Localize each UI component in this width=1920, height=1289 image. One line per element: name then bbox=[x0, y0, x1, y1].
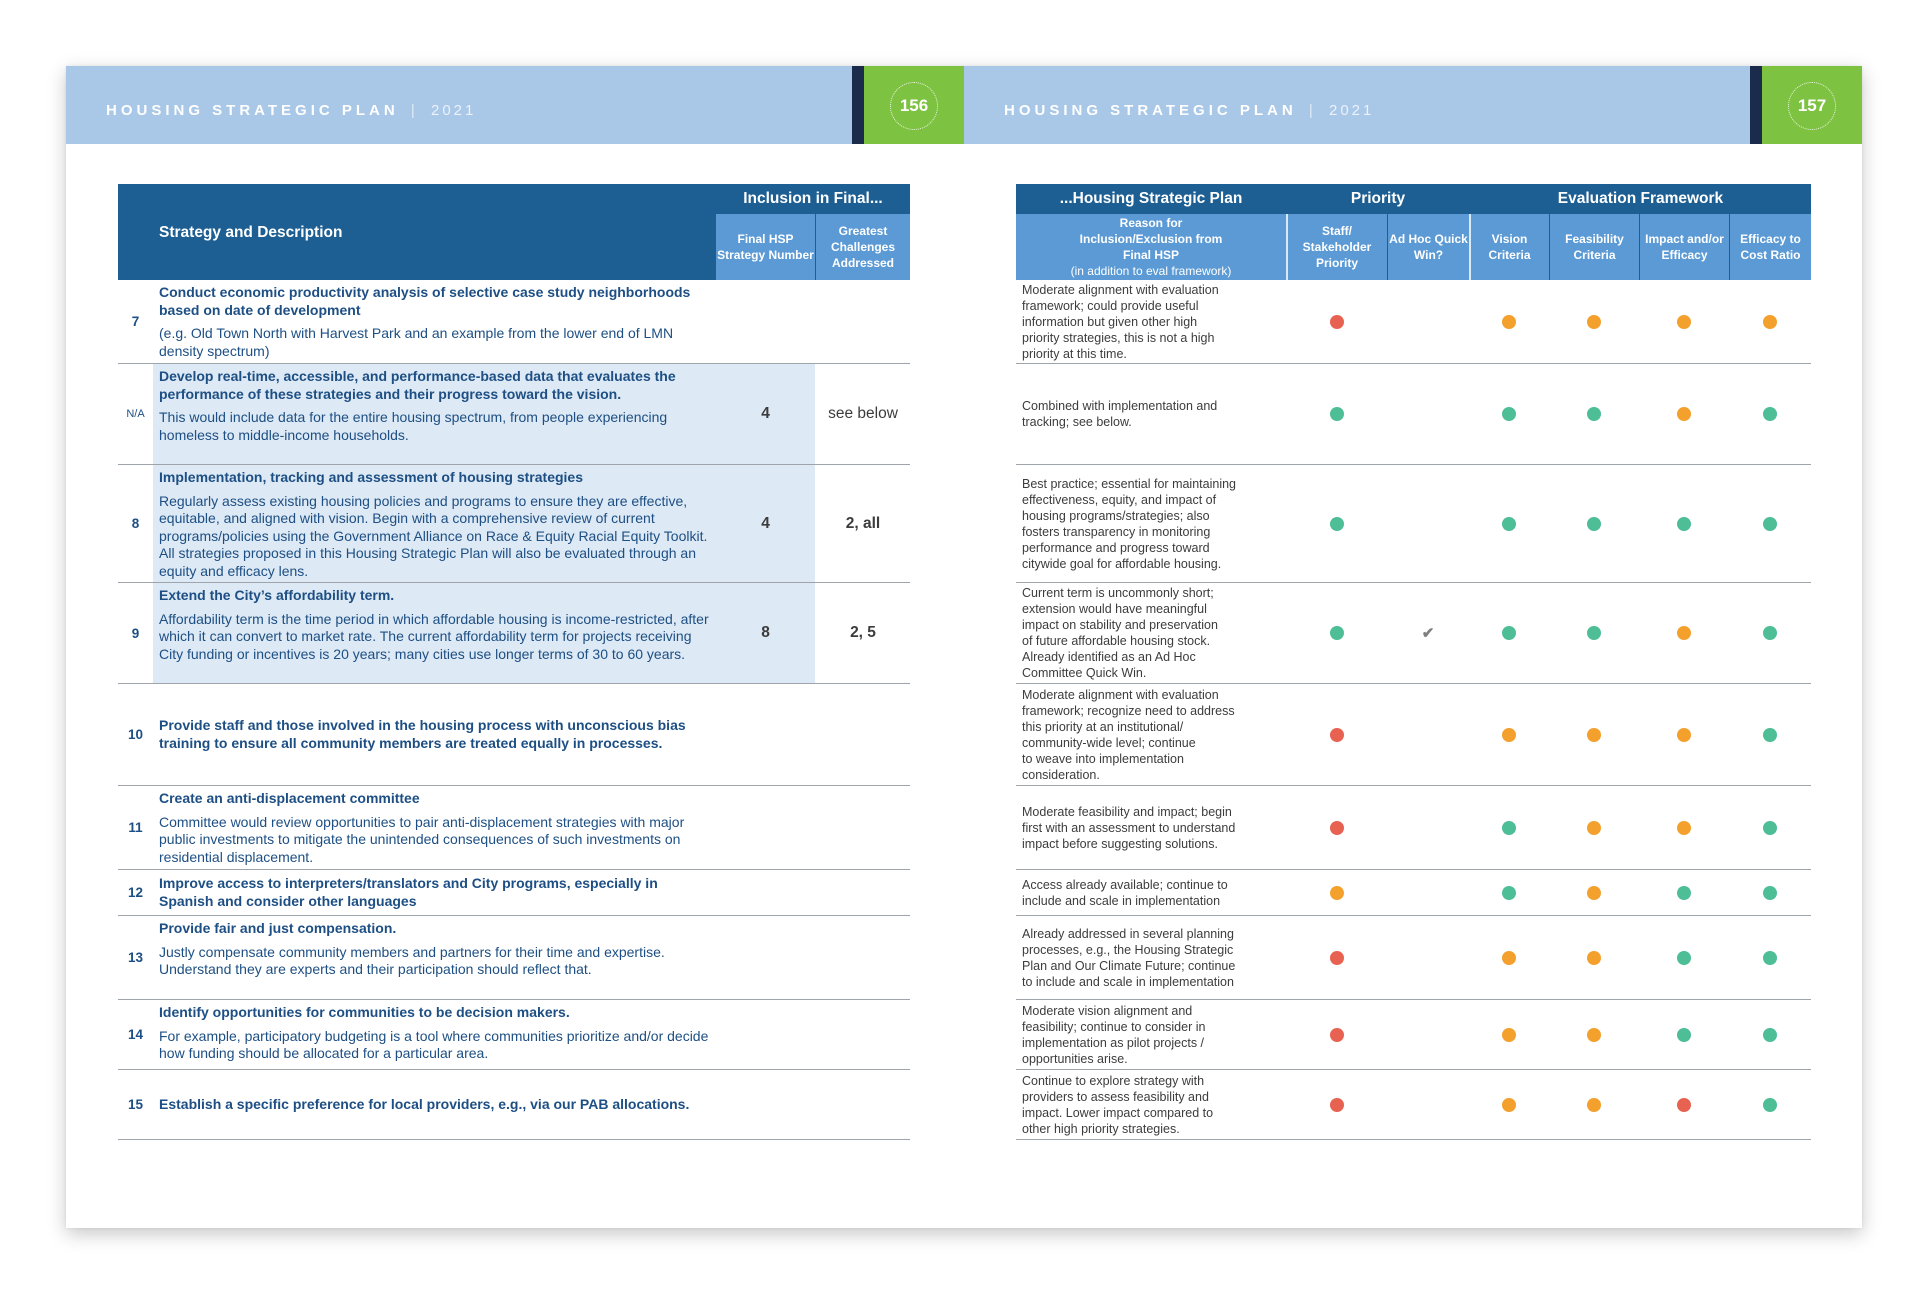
red-rating-dot-icon bbox=[1330, 1028, 1344, 1042]
row-title: Create an anti-displacement committee bbox=[159, 790, 420, 806]
staff-cell bbox=[1317, 465, 1357, 582]
final-number bbox=[716, 1000, 815, 1069]
orange-rating-dot-icon bbox=[1502, 951, 1516, 965]
page-header bbox=[66, 66, 964, 144]
challenges: 2, all bbox=[845, 514, 881, 532]
green-rating-dot-icon bbox=[1330, 517, 1344, 531]
vision-cell bbox=[1489, 364, 1529, 464]
green-rating-dot-icon bbox=[1587, 626, 1601, 640]
row-title: Provide staff and those involved in the housing process with unconscious bias training to ensure all community members are treated equally in processes. bbox=[159, 717, 686, 751]
strategy-row bbox=[118, 364, 910, 465]
impact-header: Impact and/or Efficacy bbox=[1640, 214, 1729, 280]
row-description bbox=[153, 870, 716, 915]
reason-text: Moderate vision alignment and feasibility; continue to consider in implementation as pilot projects / opportunities arise. bbox=[1022, 1003, 1206, 1066]
header-accent-strip bbox=[1750, 66, 1762, 144]
red-rating-dot-icon bbox=[1330, 315, 1344, 329]
efficacy-header: Efficacy to Cost Ratio bbox=[1730, 214, 1811, 280]
feas-cell bbox=[1574, 1000, 1614, 1069]
challenges bbox=[816, 786, 910, 869]
row-number: 12 bbox=[127, 885, 144, 900]
row-description bbox=[153, 786, 716, 869]
staff-cell bbox=[1317, 870, 1357, 915]
row-detail: Regularly assess existing housing policies and programs to ensure they are effective, equitable, and aligned with vision. Begin with a comprehensive review of current programs/policies using the Government Alliance on Race & Equity Racial Equity Toolkit. All strategies proposed in this Housing Strategic Plan will also be evaluated through an equity and efficacy lens. bbox=[159, 492, 708, 579]
strategy-table-header bbox=[118, 184, 910, 280]
green-rating-dot-icon bbox=[1677, 1028, 1691, 1042]
adhoc-cell bbox=[1408, 684, 1448, 785]
header-year: 2021 bbox=[430, 102, 477, 119]
row-title: Provide fair and just compensation. bbox=[159, 920, 397, 936]
final-number: 4 bbox=[716, 364, 815, 464]
green-rating-dot-icon bbox=[1763, 626, 1777, 640]
efficacy-cell bbox=[1750, 786, 1790, 869]
green-rating-dot-icon bbox=[1763, 728, 1777, 742]
row-detail: This would include data for the entire housing spectrum, from people experiencing homeless to middle-income households. bbox=[159, 409, 668, 443]
row-description bbox=[153, 916, 716, 999]
evaluation-table-body bbox=[1016, 280, 1811, 1140]
row-description bbox=[153, 465, 716, 582]
adhoc-cell bbox=[1408, 786, 1448, 869]
row-number: 7 bbox=[131, 314, 140, 329]
green-rating-dot-icon bbox=[1502, 517, 1516, 531]
strategy-row bbox=[118, 1070, 910, 1140]
adhoc-cell bbox=[1408, 1070, 1448, 1139]
row-description bbox=[153, 583, 716, 683]
feas-cell bbox=[1574, 280, 1614, 363]
green-rating-dot-icon bbox=[1330, 407, 1344, 421]
page-number-tab bbox=[864, 66, 964, 144]
row-number: N/A bbox=[126, 408, 145, 420]
adhoc-cell bbox=[1408, 870, 1448, 915]
row-number: 15 bbox=[127, 1097, 144, 1112]
strategy-row bbox=[118, 280, 910, 364]
challenges bbox=[816, 684, 910, 785]
evaluation-row bbox=[1016, 870, 1811, 916]
row-detail: Affordability term is the time period in which affordable housing is income-restricted, after which it can convert to market rate. The current affordability term for projects receiving City funding or incentives is 20 years; many cities use longer terms of 30 to 60 years. bbox=[159, 610, 709, 662]
evaluation-table bbox=[1016, 184, 1811, 1140]
evaluation-group-header: Evaluation Framework bbox=[1557, 190, 1724, 207]
page-number: 157 bbox=[1788, 82, 1836, 130]
row-number: 11 bbox=[128, 820, 143, 835]
evaluation-table-header bbox=[1016, 184, 1811, 280]
impact-cell bbox=[1664, 583, 1704, 683]
feas-cell bbox=[1574, 364, 1614, 464]
green-rating-dot-icon bbox=[1330, 626, 1344, 640]
right-page bbox=[964, 66, 1862, 1228]
red-rating-dot-icon bbox=[1677, 1098, 1691, 1112]
challenges bbox=[816, 280, 910, 363]
efficacy-cell bbox=[1750, 870, 1790, 915]
orange-rating-dot-icon bbox=[1677, 626, 1691, 640]
row-description bbox=[153, 1000, 716, 1069]
orange-rating-dot-icon bbox=[1587, 951, 1601, 965]
staff-cell bbox=[1317, 1070, 1357, 1139]
green-rating-dot-icon bbox=[1677, 951, 1691, 965]
strategy-row bbox=[118, 916, 910, 1000]
row-description bbox=[153, 364, 716, 464]
impact-cell bbox=[1664, 280, 1704, 363]
orange-rating-dot-icon bbox=[1330, 886, 1344, 900]
strategy-row bbox=[118, 1000, 910, 1070]
adhoc-cell bbox=[1408, 583, 1448, 683]
evaluation-row bbox=[1016, 280, 1811, 364]
reason-text: Moderate feasibility and impact; begin first with an assessment to understand impact before suggesting solutions. bbox=[1022, 804, 1236, 851]
row-detail: Justly compensate community members and partners for their time and expertise. Understand they are experts and their participation should reflect that. bbox=[159, 943, 665, 977]
final-number bbox=[716, 786, 815, 869]
adhoc-header: Ad Hoc Quick Win? bbox=[1388, 214, 1469, 280]
evaluation-row bbox=[1016, 684, 1811, 786]
impact-cell bbox=[1664, 465, 1704, 582]
orange-rating-dot-icon bbox=[1677, 315, 1691, 329]
orange-rating-dot-icon bbox=[1677, 821, 1691, 835]
reason-text: Already addressed in several planning processes, e.g., the Housing Strategic Plan and Our Climate Future; continue to include and scale in implementation bbox=[1022, 926, 1236, 989]
challenges: see below bbox=[828, 405, 898, 422]
vision-cell bbox=[1489, 465, 1529, 582]
row-number: 8 bbox=[131, 516, 140, 531]
feasibility-header: Feasibility Criteria bbox=[1550, 214, 1639, 280]
row-number: 10 bbox=[127, 727, 144, 742]
adhoc-cell bbox=[1408, 1000, 1448, 1069]
staff-cell bbox=[1317, 786, 1357, 869]
row-description bbox=[153, 280, 716, 363]
challenges bbox=[816, 916, 910, 999]
final-number: 4 bbox=[716, 465, 815, 582]
impact-cell bbox=[1664, 870, 1704, 915]
red-rating-dot-icon bbox=[1330, 951, 1344, 965]
orange-rating-dot-icon bbox=[1587, 1098, 1601, 1112]
reason-text: Continue to explore strategy with providers to assess feasibility and impact. Lower impact compared to other high priority strategies. bbox=[1022, 1073, 1214, 1136]
vision-cell bbox=[1489, 583, 1529, 683]
final-number-header: Final HSP Strategy Number bbox=[716, 214, 815, 280]
orange-rating-dot-icon bbox=[1502, 728, 1516, 742]
evaluation-row bbox=[1016, 583, 1811, 684]
final-number bbox=[716, 1070, 815, 1139]
header-divider bbox=[1469, 214, 1471, 280]
reason-text: Current term is uncommonly short; extension would have meaningful impact on stability and preservation of future affordable housing stock. Already identified as an Ad Hoc Committee Quick Win. bbox=[1022, 586, 1218, 680]
vision-header: Vision Criteria bbox=[1470, 214, 1549, 280]
adhoc-cell bbox=[1408, 916, 1448, 999]
green-rating-dot-icon bbox=[1763, 407, 1777, 421]
orange-rating-dot-icon bbox=[1502, 315, 1516, 329]
green-rating-dot-icon bbox=[1502, 407, 1516, 421]
green-rating-dot-icon bbox=[1763, 886, 1777, 900]
feas-cell bbox=[1574, 1070, 1614, 1139]
row-detail: (e.g. Old Town North with Harvest Park and an example from the lower end of LMN density spectrum) bbox=[159, 325, 674, 359]
header-title bbox=[106, 102, 476, 119]
staff-cell bbox=[1317, 916, 1357, 999]
row-title: Improve access to interpreters/translators and City programs, especially in Spanish and consider other languages bbox=[159, 875, 658, 909]
orange-rating-dot-icon bbox=[1763, 315, 1777, 329]
green-rating-dot-icon bbox=[1587, 407, 1601, 421]
orange-rating-dot-icon bbox=[1587, 728, 1601, 742]
feas-cell bbox=[1574, 465, 1614, 582]
vision-cell bbox=[1489, 1070, 1529, 1139]
impact-cell bbox=[1664, 1000, 1704, 1069]
green-rating-dot-icon bbox=[1763, 517, 1777, 531]
reason-text: Best practice; essential for maintaining effectiveness, equity, and impact of housing programs/strategies; also fosters transparency in monitoring performance and progress toward citywide goal for affordable housing. bbox=[1022, 476, 1236, 571]
vision-cell bbox=[1489, 280, 1529, 363]
left-page bbox=[66, 66, 964, 1228]
efficacy-cell bbox=[1750, 583, 1790, 683]
green-rating-dot-icon bbox=[1677, 517, 1691, 531]
header-separator: | bbox=[1308, 102, 1317, 119]
staff-cell bbox=[1317, 364, 1357, 464]
efficacy-cell bbox=[1750, 916, 1790, 999]
efficacy-cell bbox=[1750, 1070, 1790, 1139]
impact-cell bbox=[1664, 786, 1704, 869]
green-rating-dot-icon bbox=[1763, 1028, 1777, 1042]
green-rating-dot-icon bbox=[1502, 821, 1516, 835]
feas-cell bbox=[1574, 684, 1614, 785]
challenges bbox=[816, 870, 910, 915]
strategy-row bbox=[118, 684, 910, 786]
inclusion-header: Inclusion in Final... bbox=[743, 190, 883, 207]
feas-cell bbox=[1574, 786, 1614, 869]
row-title: Identify opportunities for communities to be decision makers. bbox=[159, 1004, 570, 1020]
red-rating-dot-icon bbox=[1330, 728, 1344, 742]
staff-priority-header: Staff/ Stakeholder Priority bbox=[1287, 214, 1387, 280]
final-number bbox=[716, 684, 815, 785]
row-description bbox=[153, 684, 716, 785]
header-accent-strip bbox=[852, 66, 864, 144]
efficacy-cell bbox=[1750, 1000, 1790, 1069]
staff-cell bbox=[1317, 1000, 1357, 1069]
feas-cell bbox=[1574, 583, 1614, 683]
vision-cell bbox=[1489, 786, 1529, 869]
final-number bbox=[716, 916, 815, 999]
adhoc-cell bbox=[1408, 465, 1448, 582]
evaluation-row bbox=[1016, 1070, 1811, 1140]
row-number: 13 bbox=[127, 950, 144, 965]
orange-rating-dot-icon bbox=[1502, 1098, 1516, 1112]
orange-rating-dot-icon bbox=[1587, 886, 1601, 900]
reason-text: Access already available; continue to include and scale in implementation bbox=[1022, 877, 1228, 908]
staff-cell bbox=[1317, 583, 1357, 683]
final-number bbox=[716, 280, 815, 363]
evaluation-row bbox=[1016, 916, 1811, 1000]
challenges bbox=[816, 1000, 910, 1069]
impact-cell bbox=[1664, 1070, 1704, 1139]
red-rating-dot-icon bbox=[1330, 1098, 1344, 1112]
evaluation-row bbox=[1016, 364, 1811, 465]
header-separator: | bbox=[410, 102, 419, 119]
reason-header-note: (in addition to eval framework) bbox=[1070, 264, 1232, 278]
adhoc-cell bbox=[1408, 280, 1448, 363]
orange-rating-dot-icon bbox=[1587, 315, 1601, 329]
strategy-row bbox=[118, 786, 910, 870]
red-rating-dot-icon bbox=[1330, 821, 1344, 835]
header-title-text: HOUSING STRATEGIC PLAN bbox=[1004, 102, 1297, 119]
header-year: 2021 bbox=[1328, 102, 1375, 119]
evaluation-row bbox=[1016, 786, 1811, 870]
vision-cell bbox=[1489, 870, 1529, 915]
plan-group-header: ...Housing Strategic Plan bbox=[1059, 190, 1243, 207]
row-title: Extend the City’s affordability term. bbox=[159, 587, 395, 603]
strategy-table bbox=[118, 184, 910, 1140]
feas-cell bbox=[1574, 870, 1614, 915]
orange-rating-dot-icon bbox=[1502, 1028, 1516, 1042]
document-spread bbox=[66, 66, 1862, 1228]
row-description bbox=[153, 1070, 716, 1139]
vision-cell bbox=[1489, 916, 1529, 999]
final-number: 8 bbox=[716, 583, 815, 683]
priority-group-header: Priority bbox=[1350, 190, 1406, 207]
vision-cell bbox=[1489, 684, 1529, 785]
strategy-row bbox=[118, 465, 910, 583]
staff-cell bbox=[1317, 280, 1357, 363]
orange-rating-dot-icon bbox=[1677, 407, 1691, 421]
row-title: Implementation, tracking and assessment of housing strategies bbox=[159, 469, 583, 485]
green-rating-dot-icon bbox=[1502, 626, 1516, 640]
impact-cell bbox=[1664, 684, 1704, 785]
staff-cell bbox=[1317, 684, 1357, 785]
green-rating-dot-icon bbox=[1502, 886, 1516, 900]
efficacy-cell bbox=[1750, 684, 1790, 785]
row-detail: For example, participatory budgeting is a tool where communities prioritize and/or decide how funding should be allocated for a particular area. bbox=[159, 1027, 709, 1061]
row-number: 9 bbox=[131, 625, 140, 641]
header-divider bbox=[1286, 214, 1288, 280]
row-number: 14 bbox=[127, 1027, 144, 1042]
evaluation-row bbox=[1016, 1000, 1811, 1070]
strategy-header: Strategy and Description bbox=[159, 224, 343, 241]
strategy-row bbox=[118, 870, 910, 916]
row-title: Develop real-time, accessible, and performance-based data that evaluates the performance of these strategies and their progress toward the vision. bbox=[159, 368, 676, 402]
reason-text: Combined with implementation and tracking; see below. bbox=[1022, 399, 1218, 429]
page-header bbox=[964, 66, 1862, 144]
green-rating-dot-icon bbox=[1763, 951, 1777, 965]
challenges bbox=[816, 1070, 910, 1139]
orange-rating-dot-icon bbox=[1587, 1028, 1601, 1042]
green-rating-dot-icon bbox=[1677, 886, 1691, 900]
reason-header-label: Reason for Inclusion/Exclusion from Final HSP bbox=[1079, 216, 1223, 262]
efficacy-cell bbox=[1750, 280, 1790, 363]
challenges-header: Greatest Challenges Addressed bbox=[816, 214, 910, 280]
orange-rating-dot-icon bbox=[1587, 821, 1601, 835]
strategy-row bbox=[118, 583, 910, 684]
reason-header bbox=[1016, 214, 1286, 280]
page-number-tab bbox=[1762, 66, 1862, 144]
header-title-text: HOUSING STRATEGIC PLAN bbox=[106, 102, 399, 119]
row-detail: Committee would review opportunities to pair anti-displacement strategies with major public investments to mitigate the unintended consequences of such investments on residential displacement. bbox=[159, 813, 685, 865]
header-title bbox=[1004, 102, 1374, 119]
impact-cell bbox=[1664, 364, 1704, 464]
page-number: 156 bbox=[890, 82, 938, 130]
impact-cell bbox=[1664, 916, 1704, 999]
row-title: Conduct economic productivity analysis of selective case study neighborhoods based on date of development bbox=[159, 284, 691, 318]
final-number bbox=[716, 870, 815, 915]
green-rating-dot-icon bbox=[1763, 821, 1777, 835]
green-rating-dot-icon bbox=[1763, 1098, 1777, 1112]
checkmark-icon: ✔ bbox=[1421, 625, 1435, 642]
reason-text: Moderate alignment with evaluation framework; recognize need to address this priority at an institutional/ community-wide level; continue to weave into implementation consideration. bbox=[1022, 687, 1235, 782]
adhoc-cell bbox=[1408, 364, 1448, 464]
row-title: Establish a specific preference for local providers, e.g., via our PAB allocations. bbox=[159, 1095, 690, 1112]
green-rating-dot-icon bbox=[1587, 517, 1601, 531]
evaluation-row bbox=[1016, 465, 1811, 583]
orange-rating-dot-icon bbox=[1677, 728, 1691, 742]
challenges: 2, 5 bbox=[850, 624, 876, 641]
efficacy-cell bbox=[1750, 364, 1790, 464]
efficacy-cell bbox=[1750, 465, 1790, 582]
reason-text: Moderate alignment with evaluation framework; could provide useful information but given other high priority strategies, this is not a high priority at this time. bbox=[1022, 282, 1219, 361]
feas-cell bbox=[1574, 916, 1614, 999]
vision-cell bbox=[1489, 1000, 1529, 1069]
